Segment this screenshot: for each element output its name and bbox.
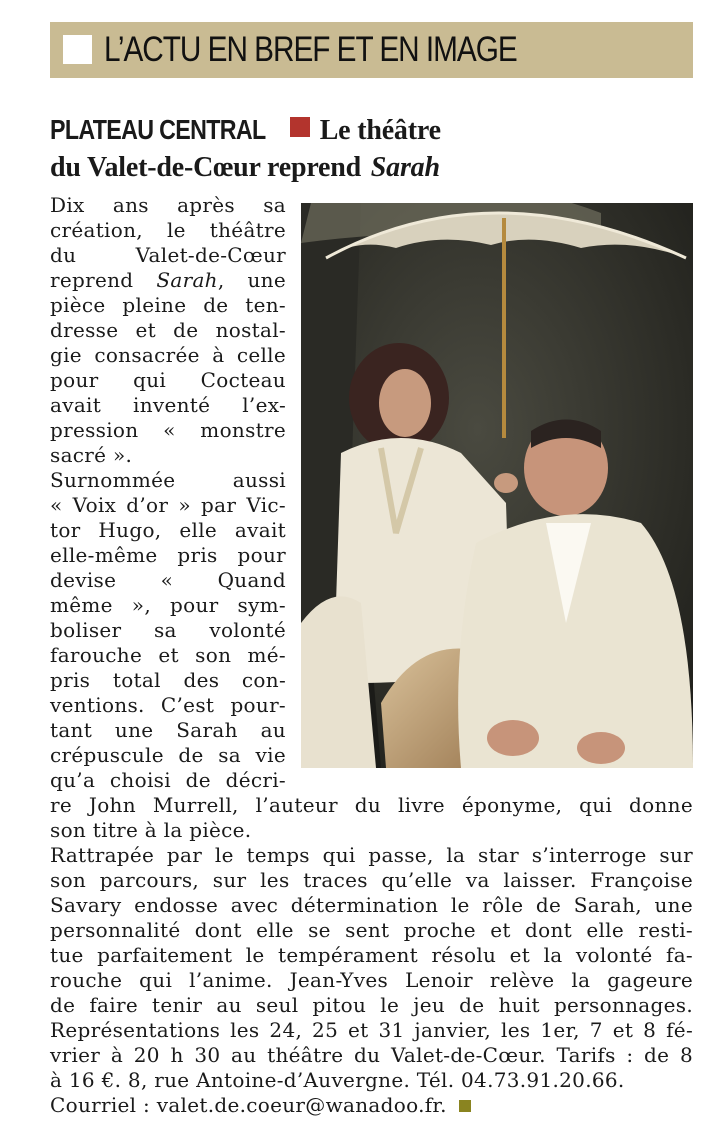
body-line-last [50, 1093, 693, 1118]
column-line: boliser sa volonté [50, 618, 286, 642]
body-line: tue parfaitement le tempérament résolu et la volonté fa- [50, 943, 693, 967]
article-body-column [50, 193, 286, 793]
body-line: personnalité dont elle se sent proche et dont elle resti- [50, 918, 693, 942]
article-photo [301, 203, 693, 768]
column-line: Dix ans après sa [50, 193, 286, 217]
column-line: du Valet-de-Cœur [50, 243, 286, 267]
body-line: re John Murrell, l’auteur du livre éponyme, qui donne [50, 793, 693, 817]
headline-title-line2: du Valet-de-Cœur reprend [50, 152, 362, 183]
article-headline [50, 112, 700, 186]
body-line: Représentations les 24, 25 et 31 janvier, les 1er, 7 et 8 fé- [50, 1018, 693, 1042]
column-line: devise « Quand [50, 568, 286, 592]
column-line: pris total des con- [50, 668, 286, 692]
article-body-full [50, 793, 693, 1118]
section-banner [50, 22, 693, 78]
headline-title-italic: Sarah [370, 152, 440, 183]
banner-square [63, 35, 92, 64]
column-line: farouche et son mé- [50, 643, 286, 667]
column-line: reprend Sarah, une [50, 268, 286, 292]
column-line: tor Hugo, elle avait [50, 518, 286, 542]
body-line: de faire tenir au seul pitou le jeu de huit personnages. [50, 993, 693, 1017]
body-line: à 16 €. 8, rue Antoine-d’Auvergne. Tél. 04.73.91.20.66. [50, 1068, 625, 1092]
column-line: Surnommée aussi [50, 468, 286, 492]
column-line: ventions. C’est pour- [50, 693, 286, 717]
column-line: « Voix d’or » par Vic- [50, 493, 286, 517]
headline-title-line1: Le théâtre [319, 115, 441, 146]
column-line: sacré ». [50, 443, 133, 467]
column-line: gie consacrée à celle [50, 343, 286, 367]
column-line: pour qui Cocteau [50, 368, 286, 392]
body-line: Savary endosse avec détermination le rôle de Sarah, une [50, 893, 693, 917]
body-line: vrier à 20 h 30 au théâtre du Valet-de-Cœur. Tarifs : de 8 [50, 1043, 693, 1067]
body-line: rouche qui l’anime. Jean-Yves Lenoir relève la gageure [50, 968, 693, 992]
body-line: son parcours, sur les traces qu’elle va laisser. Françoise [50, 868, 693, 892]
photo-illustration [301, 203, 693, 768]
section-title: L’ACTU EN BREF ET EN IMAGE [104, 30, 517, 69]
column-line: tant une Sarah au [50, 718, 286, 742]
column-line: même », pour sym- [50, 593, 286, 617]
column-line: dresse et de nostal- [50, 318, 286, 342]
column-line: elle-même pris pour [50, 543, 286, 567]
body-line: son titre à la pièce. [50, 818, 252, 842]
column-line: pression « monstre [50, 418, 286, 442]
column-line: crépuscule de sa vie [50, 743, 286, 767]
column-line: avait inventé l’ex- [50, 393, 286, 417]
end-square-icon [459, 1100, 471, 1112]
body-line: Rattrapée par le temps qui passe, la star s’interroge sur [50, 843, 693, 867]
column-line: pièce pleine de ten- [50, 293, 286, 317]
headline-separator-square [290, 117, 310, 137]
email-line: Courriel : valet.de.coeur@wanadoo.fr. [50, 1093, 447, 1117]
column-line: qu’a choisi de décri- [50, 768, 286, 792]
headline-kicker: PLATEAU CENTRAL [50, 114, 266, 145]
column-line: création, le théâtre [50, 218, 286, 242]
